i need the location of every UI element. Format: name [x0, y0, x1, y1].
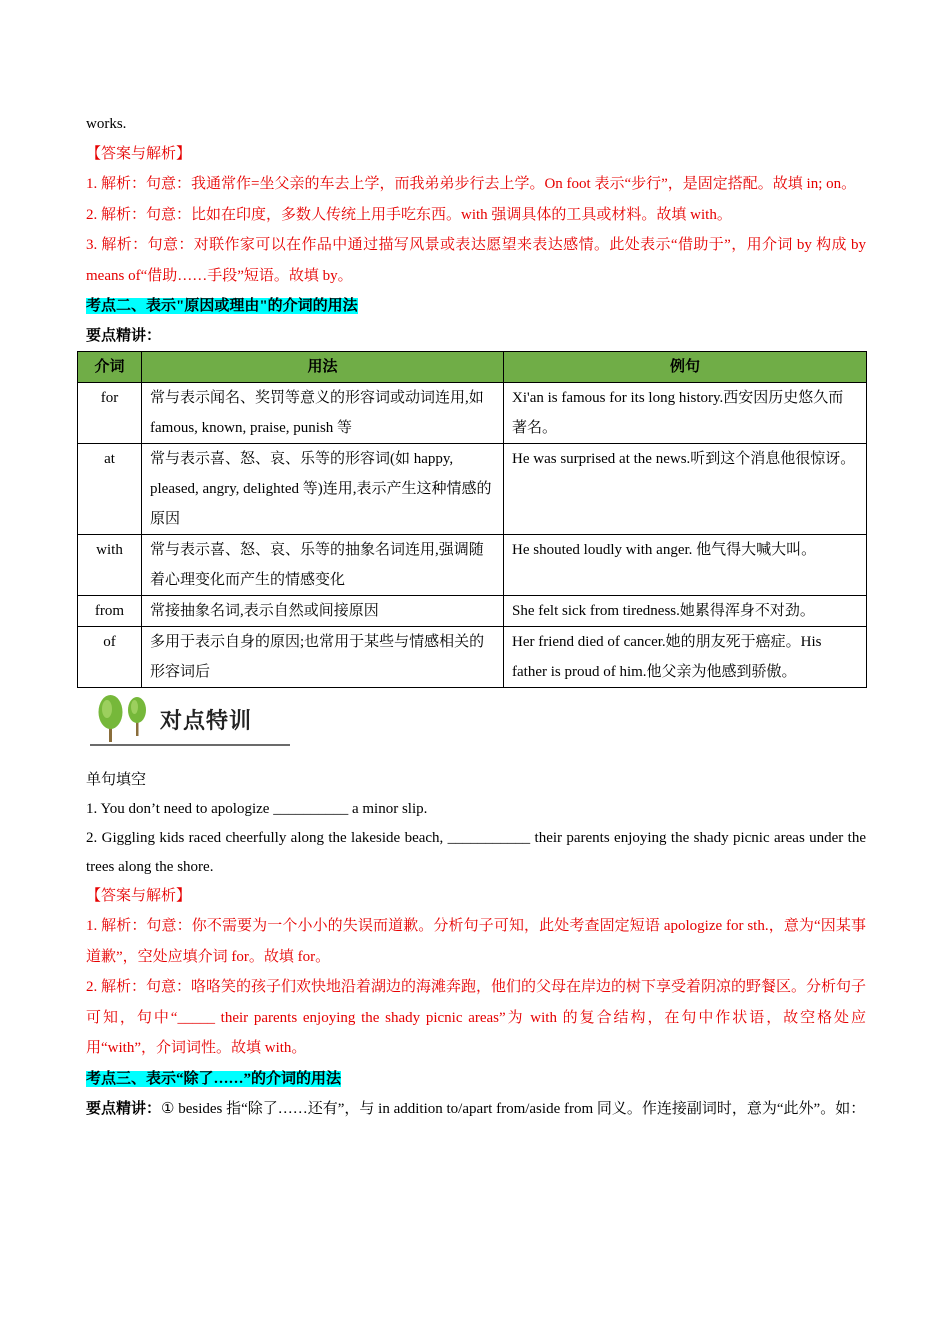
- example-cell: He shouted loudly with anger. 他气得大喊大叫。: [504, 535, 867, 596]
- table-header-row: [78, 352, 867, 383]
- table-row: [78, 383, 867, 444]
- preposition-cell: for: [78, 383, 142, 444]
- usage-cell: 多用于表示自身的原因;也常用于某些与情感相关的形容词后: [142, 627, 504, 688]
- answer-item: 3. 解析：句意：对联作家可以在作品中通过描写风景或表达愿望来表达感情。此处表示“借助于”，用介词 by 构成 by means of“借助……手段”短语。故填 by。: [86, 237, 866, 284]
- key-points-label: 要点精讲：: [86, 328, 162, 344]
- column-header: 介词: [78, 352, 142, 383]
- usage-cell: 常与表示闻名、奖罚等意义的形容词或动词连用,如 famous, known, praise, punish 等: [142, 383, 504, 444]
- answer-item: 2. 解析：句意：咯咯笑的孩子们欢快地沿着湖边的海滩奔跑，他们的父母在岸边的树下享受着阴凉的野餐区。分析句子可知，句中“_____ their parents enjoying the shady picnic areas”为 with 的复合结构，在句中作状语，故空格处应用“with”，介词词性。故填 with。: [86, 979, 867, 1056]
- answer-item: 1. 解析：句意：我通常作=坐父亲的车去上学，而我弟弟步行去上学。On foot 表示“步行”，是固定搭配。故填 in; on。: [86, 176, 857, 192]
- section-title: [86, 1064, 866, 1094]
- banner-title: 对点特训: [160, 709, 253, 734]
- banner-underline: [90, 744, 290, 746]
- tree-icon: [90, 692, 160, 748]
- preposition-cell: from: [78, 596, 142, 627]
- table-row: [78, 627, 867, 688]
- practice-banner: [90, 692, 300, 760]
- answer-header: 【答案与解析】: [86, 888, 192, 904]
- document-page: [86, 108, 866, 1124]
- section-title-text: 考点三、表示“除了……”的介词的用法: [86, 1070, 342, 1087]
- preposition-cell: at: [78, 444, 142, 535]
- column-header: 用法: [142, 352, 504, 383]
- key-points-label: 要点精讲：: [86, 1100, 162, 1117]
- preposition-table: [77, 351, 867, 688]
- example-cell: Xi'an is famous for its long history.西安因历史悠久而著名。: [504, 383, 867, 444]
- usage-cell: 常与表示喜、怒、哀、乐等的抽象名词连用,强调随着心理变化而产生的情感变化: [142, 535, 504, 596]
- example-cell: Her friend died of cancer.她的朋友死于癌症。His father is proud of him.他父亲为他感到骄傲。: [504, 627, 867, 688]
- example-cell: She felt sick from tiredness.她累得浑身不对劲。: [504, 596, 867, 627]
- answer-item: 2. 解析：句意：比如在印度，多数人传统上用手吃东西。with 强调具体的工具或材料。故填 with。: [86, 206, 732, 223]
- example-cell: He was surprised at the news.听到这个消息他很惊讶。: [504, 444, 867, 535]
- answer-item: 1. 解析：句意：你不需要为一个小小的失误而道歉。分析句子可知，此处考查固定短语 apologize for sth.，意为“因某事道歉”，空处应填介词 for。故填 for。: [86, 918, 866, 965]
- question: 1. You don’t need to apologize __________ a minor slip.: [86, 801, 428, 817]
- table-row: [78, 535, 867, 596]
- question: 2. Giggling kids raced cheerfully along the lakeside beach, ___________ their parents enjoying the shady picnic areas under the trees along the shore.: [86, 830, 866, 875]
- usage-cell: 常与表示喜、怒、哀、乐等的形容词(如 happy, pleased, angry, delighted 等)连用,表示产生这种情感的原因: [142, 444, 504, 535]
- continuation-text: works.: [86, 116, 127, 132]
- usage-cell: 常接抽象名词,表示自然或间接原因: [142, 596, 504, 627]
- section-title-text: 考点二、表示"原因或理由"的介词的用法: [86, 298, 358, 314]
- table-row: [78, 596, 867, 627]
- exercise-type: 单句填空: [86, 772, 147, 788]
- table-row: [78, 444, 867, 535]
- preposition-cell: with: [78, 535, 142, 596]
- section-title: [86, 291, 866, 321]
- answer-header: 【答案与解析】: [86, 146, 192, 162]
- column-header: 例句: [504, 352, 867, 383]
- key-points-text: ① besides 指“除了……还有”，与 in addition to/apart from/aside from 同义。作连接副词时，意为“此外”。如：: [161, 1100, 866, 1117]
- key-points-paragraph: [86, 1094, 866, 1125]
- preposition-cell: of: [78, 627, 142, 688]
